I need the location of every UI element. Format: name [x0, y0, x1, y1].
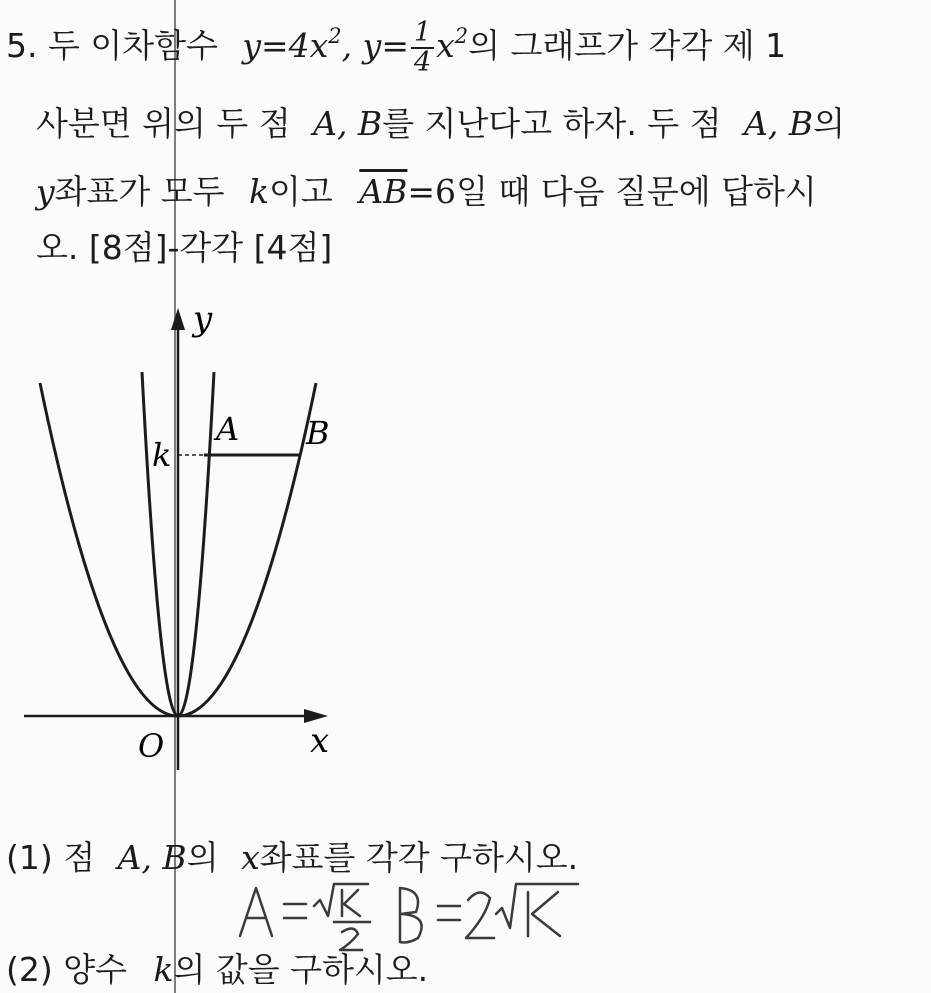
x-axis-label: x [310, 721, 330, 761]
origin-label: O [138, 727, 165, 765]
x-var: x [241, 838, 260, 877]
hw-k [342, 890, 360, 916]
segment-value: =6 [407, 172, 457, 211]
hw-two-2 [466, 892, 494, 938]
point-b-label: B [306, 414, 330, 452]
handwriting-svg [238, 876, 598, 956]
problem-text: 오. [8점]-각각 [4점] [36, 228, 333, 267]
points-label: A, B [744, 104, 814, 143]
question-2 [6, 950, 428, 990]
problem-text: 좌표가 모두 [54, 172, 225, 211]
problem-text: 사분면 위의 두 점 [36, 104, 291, 143]
hw-equals [284, 904, 306, 918]
y-var: y [36, 172, 55, 211]
problem-text: 두 이차함수 [48, 26, 218, 65]
question-text: 의 값을 구하시오. [173, 950, 429, 989]
problem-number: 5. [6, 26, 38, 65]
question-text: 의 [186, 838, 219, 877]
problem-text: 이고 [269, 172, 333, 211]
equation-1: $y=4x^2$, [242, 24, 353, 65]
y-axis-label: y [193, 299, 213, 339]
y-axis-arrow [171, 308, 185, 330]
question-text: (1) 점 [6, 838, 96, 877]
question-1 [6, 838, 578, 878]
hw-letter-a [240, 888, 272, 936]
question-text: (2) 양수 [6, 950, 127, 989]
hw-k-2 [528, 892, 560, 936]
question-text: 좌표를 각각 구하시오. [259, 838, 579, 877]
hw-two [340, 928, 362, 950]
k-label: k [152, 436, 172, 474]
points-label: A, B [313, 104, 383, 143]
hw-sqrt-2 [496, 884, 578, 928]
problem-text: 를 지난다고 하자. 두 점 [382, 104, 722, 143]
point-a-label: A [216, 410, 240, 448]
hw-letter-b [400, 888, 422, 943]
segment-ab: $\overline{AB}$ [359, 172, 408, 211]
problem-text: 의 그래프가 각각 제 1 [468, 26, 787, 65]
hw-equals-2 [438, 906, 460, 920]
k-var: k [249, 172, 270, 211]
fraction: $\frac{1}{4}$ [411, 19, 434, 77]
equation-2: y= $\frac{1}{4}$ $x^2$ [362, 17, 469, 78]
problem-text: 일 때 다음 질문에 답하시 [456, 172, 817, 211]
problem-text: 의 [813, 104, 845, 143]
k-var: k [153, 950, 174, 989]
handwritten-answer [238, 876, 598, 960]
points-label: A, B [117, 838, 187, 877]
